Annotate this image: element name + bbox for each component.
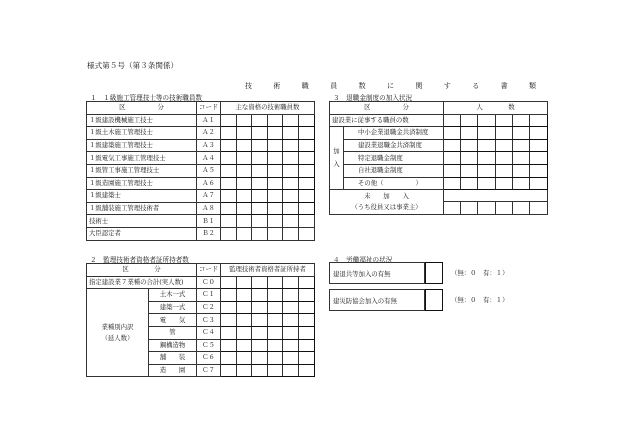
- s2-row-label: 鋼構造物: [149, 339, 197, 352]
- s1-row-count-digit-box[interactable]: [268, 228, 284, 240]
- s1-row-count-digit-box[interactable]: [252, 190, 268, 202]
- s1-row-count-digit-box[interactable]: [283, 228, 299, 240]
- s1-row-count-field[interactable]: [221, 139, 315, 152]
- s3-row-count-digit-box[interactable]: [444, 178, 461, 190]
- s3-row-count-digit-box[interactable]: [513, 152, 530, 164]
- s3-employees-count-digit-box[interactable]: [444, 115, 461, 127]
- s1-row-count-digit-box[interactable]: [252, 165, 268, 177]
- s1-row-count-digit-box[interactable]: [252, 152, 268, 164]
- s1-row: [87, 227, 315, 240]
- s3-row-count-digit-box[interactable]: [478, 178, 495, 190]
- s1-row-count-digit-box[interactable]: [237, 127, 253, 139]
- s2-row-label: 造 園: [149, 364, 197, 377]
- s1-row-count-digit-box[interactable]: [283, 140, 299, 152]
- s3-row-count-digit-box[interactable]: [496, 178, 513, 190]
- s1-row: [87, 139, 315, 152]
- s1-header-category: 区 分: [87, 102, 197, 115]
- s3-row-count-digit-box[interactable]: [530, 140, 547, 152]
- s2-row-count-digit-box[interactable]: [252, 314, 268, 326]
- s1-row-count-digit-box[interactable]: [268, 190, 284, 202]
- s1-row-count-digit-box[interactable]: [268, 127, 284, 139]
- s3-row-count-digit-box[interactable]: [444, 152, 461, 164]
- s3-not-joined-digit-box[interactable]: [444, 202, 461, 214]
- s2-row-count-digit-box[interactable]: [237, 327, 253, 339]
- s1-row-count-field[interactable]: [221, 190, 315, 203]
- s2-row-count-digit-box[interactable]: [221, 352, 237, 364]
- s2-row-label: 舗 装: [149, 352, 197, 365]
- s3-row-count-field[interactable]: [444, 127, 548, 140]
- s2-row-count-digit-box[interactable]: [237, 289, 253, 301]
- s3-row-count-digit-box[interactable]: [530, 178, 547, 190]
- s1-row-count-digit-box[interactable]: [283, 178, 299, 190]
- s1-row-count-digit-box[interactable]: [283, 152, 299, 164]
- s2-total-count-digit-box[interactable]: [283, 277, 299, 289]
- s2-row-count-field[interactable]: [221, 314, 315, 327]
- s1-row-count-digit-box[interactable]: [221, 178, 237, 190]
- s1-row: [87, 152, 315, 165]
- s1-row-count-digit-box[interactable]: [221, 115, 237, 127]
- s1-row-count-digit-box[interactable]: [299, 165, 315, 177]
- s2-row-label: 土木一式: [149, 289, 197, 302]
- s1-row-count-digit-box[interactable]: [237, 190, 253, 202]
- s1-row-count-digit-box[interactable]: [237, 228, 253, 240]
- s3-not-joined-digit-box[interactable]: [478, 202, 495, 214]
- s3-employees-count-digit-box[interactable]: [461, 115, 478, 127]
- s1-row-label: １級建設機械施工技士: [87, 114, 197, 127]
- s2-total-row: [87, 276, 315, 289]
- s2-row-count-digit-box[interactable]: [283, 327, 299, 339]
- s3-row-label: 中小企業退職金共済制度: [344, 127, 444, 140]
- s1-row-code: Ａ３: [197, 139, 221, 152]
- s2-row-count-digit-box[interactable]: [283, 302, 299, 314]
- form-number: 様式第５号（第３条関係）: [87, 61, 179, 70]
- s1-row-count-digit-box[interactable]: [237, 140, 253, 152]
- s1-row-count-digit-box[interactable]: [299, 115, 315, 127]
- s1-row-count-digit-box[interactable]: [237, 215, 253, 227]
- s3-employees-count-digit-box[interactable]: [496, 115, 513, 127]
- s2-row-count-digit-box[interactable]: [221, 340, 237, 352]
- section3-heading: ３ 退職金制度の加入状況: [333, 94, 413, 102]
- s1-row-count-digit-box[interactable]: [268, 115, 284, 127]
- section2-heading: ２ 監理技術者資格者証所持者数: [90, 256, 189, 264]
- s1-row-count-digit-box[interactable]: [252, 215, 268, 227]
- s3-employees-count-digit-box[interactable]: [478, 115, 495, 127]
- s1-row-label: １級造園施工管理技士: [87, 177, 197, 190]
- s2-row-code: Ｃ３: [197, 314, 221, 327]
- s3-employees-row: [330, 114, 548, 127]
- s2-group-label-2: （延人数）: [101, 333, 134, 342]
- s3-not-joined-digit-box[interactable]: [530, 202, 547, 214]
- s3-employees-count-digit-box[interactable]: [530, 115, 547, 127]
- s2-row-count-digit-box[interactable]: [237, 314, 253, 326]
- s1-row-count-field[interactable]: [221, 152, 315, 165]
- s1-row-count-digit-box[interactable]: [299, 140, 315, 152]
- s1-row-label: １級土木施工管理技士: [87, 127, 197, 140]
- s1-row-code: Ａ６: [197, 177, 221, 190]
- s2-header-category: 区 分: [87, 264, 197, 277]
- s2-row-count-digit-box[interactable]: [283, 365, 299, 377]
- s2-row-count-digit-box[interactable]: [299, 352, 315, 364]
- s2-row-count-digit-box[interactable]: [283, 340, 299, 352]
- s2-row-count-digit-box[interactable]: [237, 302, 253, 314]
- s4-row-label: 建退共等加入の有無: [329, 262, 425, 284]
- s3-header-category: 区 分: [330, 102, 444, 115]
- s1-row-label: １級電気工事施工管理技士: [87, 152, 197, 165]
- s3-row-count-digit-box[interactable]: [530, 152, 547, 164]
- s2-row-count-digit-box[interactable]: [268, 365, 284, 377]
- s3-not-joined-digit-box[interactable]: [513, 202, 530, 214]
- s2-total-count-digit-box[interactable]: [268, 277, 284, 289]
- section4-block: [329, 262, 547, 312]
- s2-row-code: Ｃ２: [197, 301, 221, 314]
- s1-row-label: １級建築施工管理技士: [87, 139, 197, 152]
- s3-not-joined-digit-box[interactable]: [461, 202, 478, 214]
- s3-header-count: 人 数: [444, 102, 548, 115]
- s2-row-count-digit-box[interactable]: [299, 365, 315, 377]
- s1-row: [87, 190, 315, 203]
- s2-header-count: 監理技術者資格者証所持者: [221, 264, 315, 277]
- s2-row-count-digit-box[interactable]: [299, 340, 315, 352]
- s2-row-count-digit-box[interactable]: [221, 327, 237, 339]
- s1-row-count-field[interactable]: [221, 202, 315, 215]
- s2-row-label: 電 気: [149, 314, 197, 327]
- s2-row-count-digit-box[interactable]: [299, 302, 315, 314]
- s2-row-count-field[interactable]: [221, 289, 315, 302]
- s1-row-count-digit-box[interactable]: [252, 127, 268, 139]
- s3-employees-label: 建設業に従事する職員の数: [330, 114, 444, 127]
- s1-row-count-digit-box[interactable]: [221, 203, 237, 215]
- s1-row-label: 技術士: [87, 215, 197, 228]
- s1-row-code: Ｂ２: [197, 227, 221, 240]
- s1-row-code: Ａ７: [197, 190, 221, 203]
- s2-row-count-digit-box[interactable]: [283, 314, 299, 326]
- s3-row-count-digit-box[interactable]: [478, 165, 495, 177]
- s2-total-count-digit-box[interactable]: [299, 277, 315, 289]
- s3-row-count-digit-box[interactable]: [478, 127, 495, 139]
- section1-table: [86, 101, 315, 241]
- s1-row-count-digit-box[interactable]: [268, 203, 284, 215]
- s3-row: [330, 127, 548, 140]
- s2-row-count-digit-box[interactable]: [221, 314, 237, 326]
- s2-row-label: 管: [149, 326, 197, 339]
- s1-row-label: １級建築士: [87, 190, 197, 203]
- s1-row-count-digit-box[interactable]: [299, 203, 315, 215]
- s3-row-count-digit-box[interactable]: [444, 140, 461, 152]
- s2-row-count-digit-box[interactable]: [252, 365, 268, 377]
- s1-header-code: コード: [197, 102, 221, 115]
- s3-row-count-digit-box[interactable]: [530, 165, 547, 177]
- s1-row-label: １級舗装施工管理技術者: [87, 202, 197, 215]
- s3-not-joined-label-1: 未 加 入: [364, 192, 409, 201]
- s3-row-count-digit-box[interactable]: [461, 127, 478, 139]
- s2-row-code: Ｃ５: [197, 339, 221, 352]
- s3-row-count-digit-box[interactable]: [496, 152, 513, 164]
- s2-row-count-digit-box[interactable]: [268, 340, 284, 352]
- s3-row: [330, 177, 548, 190]
- s3-row-count-digit-box[interactable]: [444, 127, 461, 139]
- s3-row-count-digit-box[interactable]: [513, 140, 530, 152]
- s3-row-label: 自社退職金制度: [344, 164, 444, 177]
- s1-row: [87, 215, 315, 228]
- s3-join-side-label-1: 加: [333, 147, 340, 156]
- s3-row-count-digit-box[interactable]: [461, 165, 478, 177]
- s3-row-count-digit-box[interactable]: [496, 165, 513, 177]
- s1-row-count-digit-box[interactable]: [237, 178, 253, 190]
- s1-row-count-digit-box[interactable]: [299, 178, 315, 190]
- s1-row-count-field[interactable]: [221, 114, 315, 127]
- s1-row-count-digit-box[interactable]: [221, 127, 237, 139]
- s1-row-code: Ａ５: [197, 164, 221, 177]
- s4-row-options: （無：０ 有：１）: [451, 269, 509, 277]
- s1-row-count-digit-box[interactable]: [299, 127, 315, 139]
- s2-row-count-digit-box[interactable]: [299, 314, 315, 326]
- section1-heading: １ １級施工管理技士等の技術職員数: [90, 94, 203, 102]
- s1-row-count-digit-box[interactable]: [268, 140, 284, 152]
- s3-join-side-label-2: 入: [333, 160, 340, 169]
- s2-total-count-digit-box[interactable]: [237, 277, 253, 289]
- s3-employees-count-digit-box[interactable]: [513, 115, 530, 127]
- s1-row-count-digit-box[interactable]: [221, 140, 237, 152]
- s1-row-count-digit-box[interactable]: [268, 215, 284, 227]
- s1-row-count-digit-box[interactable]: [252, 178, 268, 190]
- s3-not-joined-label: [330, 190, 444, 215]
- s1-row-count-digit-box[interactable]: [299, 228, 315, 240]
- s2-total-label: 指定建設業７業種の合計(実人数): [87, 276, 197, 289]
- s1-row-count-digit-box[interactable]: [299, 190, 315, 202]
- s3-not-joined-row: [330, 190, 548, 215]
- s3-join-side-label: [330, 127, 344, 190]
- s1-row-count-field[interactable]: [221, 227, 315, 240]
- s1-row-code: Ａ１: [197, 114, 221, 127]
- s1-row: [87, 177, 315, 190]
- s2-row-count-digit-box[interactable]: [283, 352, 299, 364]
- s3-row-count-digit-box[interactable]: [444, 165, 461, 177]
- s3-row-count-digit-box[interactable]: [513, 165, 530, 177]
- s2-row-count-field[interactable]: [221, 352, 315, 365]
- s2-row-count-digit-box[interactable]: [299, 289, 315, 301]
- s1-row-count-digit-box[interactable]: [252, 140, 268, 152]
- s3-row: [330, 139, 548, 152]
- s1-row: [87, 164, 315, 177]
- section3-table: [329, 101, 548, 215]
- s1-row-count-digit-box[interactable]: [221, 165, 237, 177]
- s1-row-count-digit-box[interactable]: [252, 228, 268, 240]
- s2-row-count-digit-box[interactable]: [221, 289, 237, 301]
- s1-row-count-digit-box[interactable]: [237, 203, 253, 215]
- s1-row-count-digit-box[interactable]: [283, 115, 299, 127]
- s2-total-count-field[interactable]: [221, 276, 315, 289]
- s1-header-count: 主な資格の技術職員数: [221, 102, 315, 115]
- s3-row-count-digit-box[interactable]: [461, 140, 478, 152]
- s3-row-count-field[interactable]: [444, 164, 548, 177]
- s4-row: [329, 289, 547, 311]
- s1-row-count-digit-box[interactable]: [268, 152, 284, 164]
- s2-row: [87, 289, 315, 302]
- s1-row-count-digit-box[interactable]: [283, 215, 299, 227]
- s3-row-label: 特定退職金制度: [344, 152, 444, 165]
- s1-row-count-digit-box[interactable]: [252, 203, 268, 215]
- s2-row-count-digit-box[interactable]: [268, 289, 284, 301]
- s2-row-count-digit-box[interactable]: [299, 327, 315, 339]
- document-title: 技 術 職 員 数 に 関 す る 書 類: [245, 82, 544, 90]
- s3-row-count-digit-box[interactable]: [496, 127, 513, 139]
- s3-row-count-digit-box[interactable]: [496, 140, 513, 152]
- s3-row-count-digit-box[interactable]: [478, 152, 495, 164]
- s1-row-count-digit-box[interactable]: [299, 215, 315, 227]
- s1-row-count-digit-box[interactable]: [283, 127, 299, 139]
- s3-row: [330, 152, 548, 165]
- s1-row-count-digit-box[interactable]: [299, 152, 315, 164]
- s3-row-count-field[interactable]: [444, 152, 548, 165]
- s2-row-count-digit-box[interactable]: [252, 340, 268, 352]
- s3-row-count-digit-box[interactable]: [513, 178, 530, 190]
- s1-row-count-digit-box[interactable]: [221, 152, 237, 164]
- s2-row-code: Ｃ６: [197, 352, 221, 365]
- s4-row-answer-box[interactable]: [425, 289, 443, 311]
- s3-row-label: その他（ ）: [344, 177, 444, 190]
- s2-group-label: [87, 289, 149, 377]
- s4-row-label: 建災防協会加入の有無: [329, 289, 425, 311]
- s2-row-count-digit-box[interactable]: [252, 289, 268, 301]
- s4-row-answer-box[interactable]: [425, 262, 443, 284]
- s2-total-code: Ｃ０: [197, 276, 221, 289]
- s1-row-count-digit-box[interactable]: [237, 152, 253, 164]
- s1-row-count-digit-box[interactable]: [237, 165, 253, 177]
- s3-row-count-digit-box[interactable]: [478, 140, 495, 152]
- s3-row-count-digit-box[interactable]: [513, 127, 530, 139]
- s3-row-label: 建設業退職金共済制度: [344, 139, 444, 152]
- s2-row-count-digit-box[interactable]: [268, 302, 284, 314]
- s2-row-count-digit-box[interactable]: [221, 365, 237, 377]
- s3-row-count-digit-box[interactable]: [461, 178, 478, 190]
- s1-row-count-field[interactable]: [221, 177, 315, 190]
- s1-row-count-digit-box[interactable]: [237, 115, 253, 127]
- s1-row-count-digit-box[interactable]: [252, 115, 268, 127]
- s3-not-joined-count-field[interactable]: [444, 190, 548, 215]
- s2-group-label-1: 業種別内訳: [101, 322, 134, 331]
- s1-row-count-digit-box[interactable]: [268, 165, 284, 177]
- s3-not-joined-digit-box[interactable]: [496, 202, 513, 214]
- s2-row-code: Ｃ１: [197, 289, 221, 302]
- s2-row-count-digit-box[interactable]: [268, 314, 284, 326]
- s2-row-count-digit-box[interactable]: [252, 302, 268, 314]
- s1-row-label: 大臣認定者: [87, 227, 197, 240]
- s2-row-count-digit-box[interactable]: [252, 352, 268, 364]
- s2-row-count-field[interactable]: [221, 301, 315, 314]
- s1-row-count-digit-box[interactable]: [221, 190, 237, 202]
- s2-row-label: 建築一式: [149, 301, 197, 314]
- s3-not-joined-label-2: （うち役員又は事業主）: [351, 203, 422, 212]
- s1-row: [87, 202, 315, 215]
- s3-row-count-field[interactable]: [444, 177, 548, 190]
- s2-row-count-field[interactable]: [221, 339, 315, 352]
- s2-row-count-digit-box[interactable]: [268, 327, 284, 339]
- s4-row: [329, 262, 547, 284]
- s3-row: [330, 164, 548, 177]
- s1-row-count-digit-box[interactable]: [283, 165, 299, 177]
- s1-row-count-field[interactable]: [221, 215, 315, 228]
- s2-row-count-digit-box[interactable]: [283, 289, 299, 301]
- s1-row-count-digit-box[interactable]: [268, 178, 284, 190]
- s2-row-count-digit-box[interactable]: [237, 365, 253, 377]
- s1-row-label: １級管工事施工管理技士: [87, 164, 197, 177]
- s1-row: [87, 127, 315, 140]
- s1-row-count-digit-box[interactable]: [283, 190, 299, 202]
- s1-row: [87, 114, 315, 127]
- s2-row-count-digit-box[interactable]: [221, 302, 237, 314]
- s2-row-count-digit-box[interactable]: [252, 327, 268, 339]
- s1-row-count-digit-box[interactable]: [221, 215, 237, 227]
- s2-row-count-digit-box[interactable]: [237, 352, 253, 364]
- section4-heading: ４ 労働福祉の状況: [333, 256, 393, 264]
- s1-row-code: Ａ２: [197, 127, 221, 140]
- s2-row-count-field[interactable]: [221, 364, 315, 377]
- s1-row-code: Ａ８: [197, 202, 221, 215]
- s4-row-options: （無：０ 有：１）: [451, 296, 509, 304]
- s2-row-code: Ｃ４: [197, 326, 221, 339]
- s2-row-count-field[interactable]: [221, 326, 315, 339]
- s1-row-count-field[interactable]: [221, 127, 315, 140]
- s2-total-count-digit-box[interactable]: [221, 277, 237, 289]
- s3-row-count-field[interactable]: [444, 139, 548, 152]
- s1-row-code: Ｂ１: [197, 215, 221, 228]
- s2-header-code: コード: [197, 264, 221, 277]
- s1-row-code: Ａ４: [197, 152, 221, 165]
- s2-row-count-digit-box[interactable]: [237, 340, 253, 352]
- s3-row-count-digit-box[interactable]: [461, 152, 478, 164]
- s3-employees-count-field[interactable]: [444, 114, 548, 127]
- s2-row-code: Ｃ７: [197, 364, 221, 377]
- s1-row-count-digit-box[interactable]: [283, 203, 299, 215]
- section2-table: [86, 263, 315, 377]
- s3-row-count-digit-box[interactable]: [530, 127, 547, 139]
- s1-row-count-field[interactable]: [221, 164, 315, 177]
- s2-total-count-digit-box[interactable]: [252, 277, 268, 289]
- s1-row-count-digit-box[interactable]: [221, 228, 237, 240]
- s2-row-count-digit-box[interactable]: [268, 352, 284, 364]
